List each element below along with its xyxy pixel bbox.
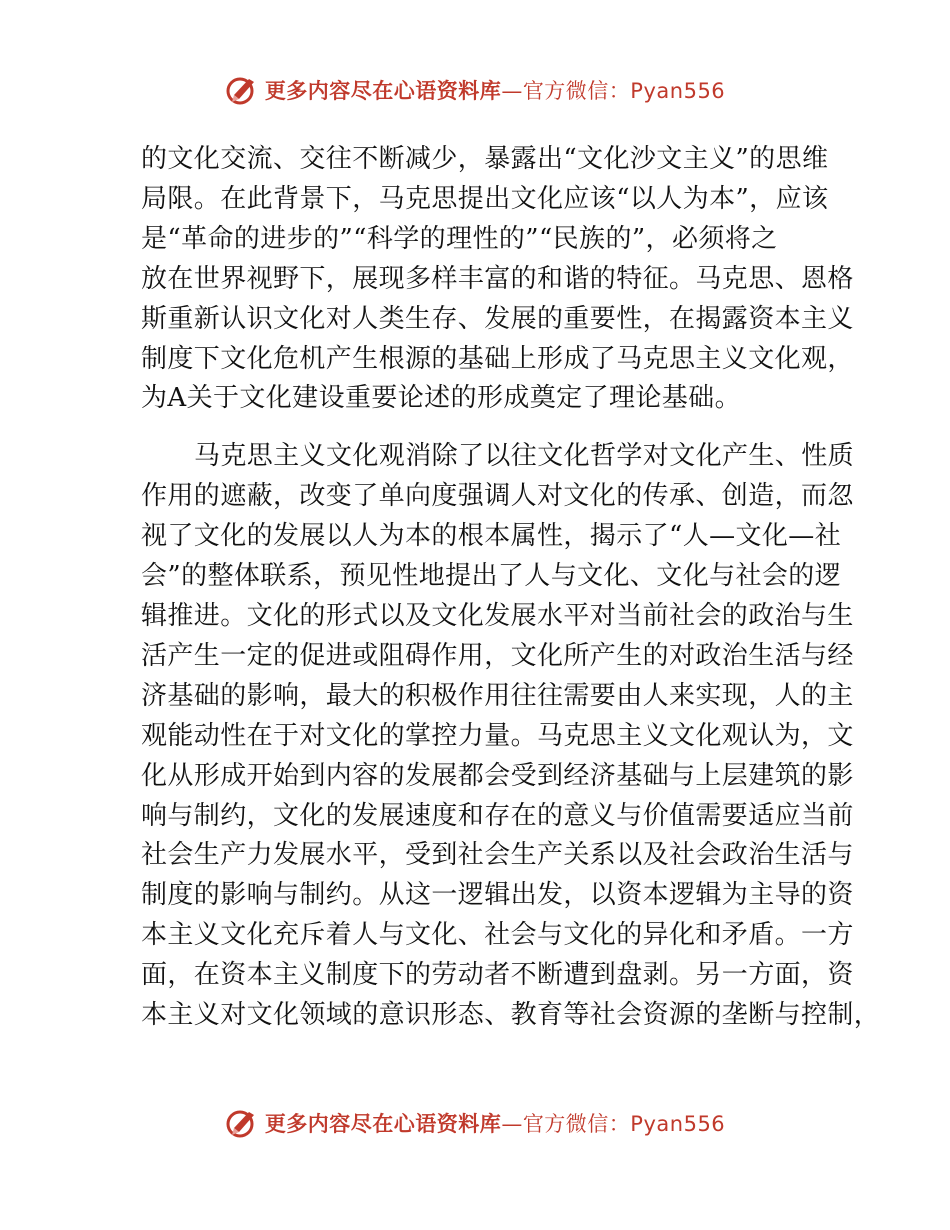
paragraph-1 [141, 140, 854, 419]
text-line: 化从形成开始到内容的发展都会受到经济基础与上层建筑的影 [141, 760, 854, 791]
paragraph-2 [141, 437, 881, 1036]
footer-banner-text [265, 1108, 725, 1138]
header-banner-text [265, 75, 725, 105]
text-line: 局限。在此背景下，马克思提出文化应该“以人为本”，应该 [141, 183, 829, 214]
text-line: 是“革命的进步的”“科学的理性的”“民族的”，必须将之 [141, 223, 778, 254]
text-line: 为A关于文化建设重要论述的形成奠定了理论基础。 [141, 383, 741, 414]
text-line: 社会生产力发展水平，受到社会生产关系以及社会政治生活与 [141, 840, 854, 871]
text-line: 活产生一定的促进或阻碍作用，文化所产生的对政治生活与经 [141, 640, 854, 671]
text-line: 响与制约，文化的发展速度和存在的意义与价值需要适应当前 [141, 800, 854, 831]
text-line: 会”的整体联系，预见性地提出了人与文化、文化与社会的逻 [141, 561, 842, 592]
pen-logo-icon [225, 1106, 259, 1140]
text-line: 面，在资本主义制度下的劳动者不断遭到盘剥。另一方面，资 [141, 960, 854, 991]
footer-wechat: —官方微信：Pyan556 [501, 1112, 726, 1136]
text-line: 本主义文化充斥着人与文化、社会与文化的异化和矛盾。一方 [141, 920, 854, 951]
text-line: 放在世界视野下，展现多样丰富的和谐的特征。马克思、恩格 [141, 263, 854, 294]
text-line: 的文化交流、交往不断减少，暴露出“文化沙文主义”的思维 [141, 144, 829, 174]
text-line: 作用的遮蔽，改变了单向度强调人对文化的传承、创造，而忽 [141, 481, 854, 512]
header-brand: 更多内容尽在心语资料库 [264, 79, 502, 103]
text-line: 辑推进。文化的形式以及文化发展水平对当前社会的政治与生 [141, 600, 854, 631]
text-line: 观能动性在于对文化的掌控力量。马克思主义文化观认为，文 [141, 720, 854, 751]
footer-brand: 更多内容尽在心语资料库 [264, 1112, 502, 1136]
header-banner [0, 70, 950, 110]
text-line: 斯重新认识文化对人类生存、发展的重要性，在揭露资本主义 [141, 303, 854, 334]
text-line: 视了文化的发展以人为本的根本属性，揭示了“人—文化—社 [141, 521, 842, 552]
document-body [141, 140, 881, 1036]
paragraph-spacer [141, 419, 816, 437]
text-line: 制度下文化危机产生根源的基础上形成了马克思主义文化观， [141, 343, 854, 374]
footer-banner [0, 1103, 950, 1143]
text-line: 马克思主义文化观消除了以往文化哲学对文化产生、性质 [194, 441, 855, 472]
text-line: 制度的影响与制约。从这一逻辑出发，以资本逻辑为主导的资 [141, 880, 854, 911]
pen-logo-icon [225, 73, 259, 107]
text-line: 济基础的影响，最大的积极作用往往需要由人来实现，人的主 [141, 680, 854, 711]
header-wechat: —官方微信：Pyan556 [501, 79, 726, 103]
text-line: 本主义对文化领域的意识形态、教育等社会资源的垄断与控制， [141, 1000, 881, 1031]
